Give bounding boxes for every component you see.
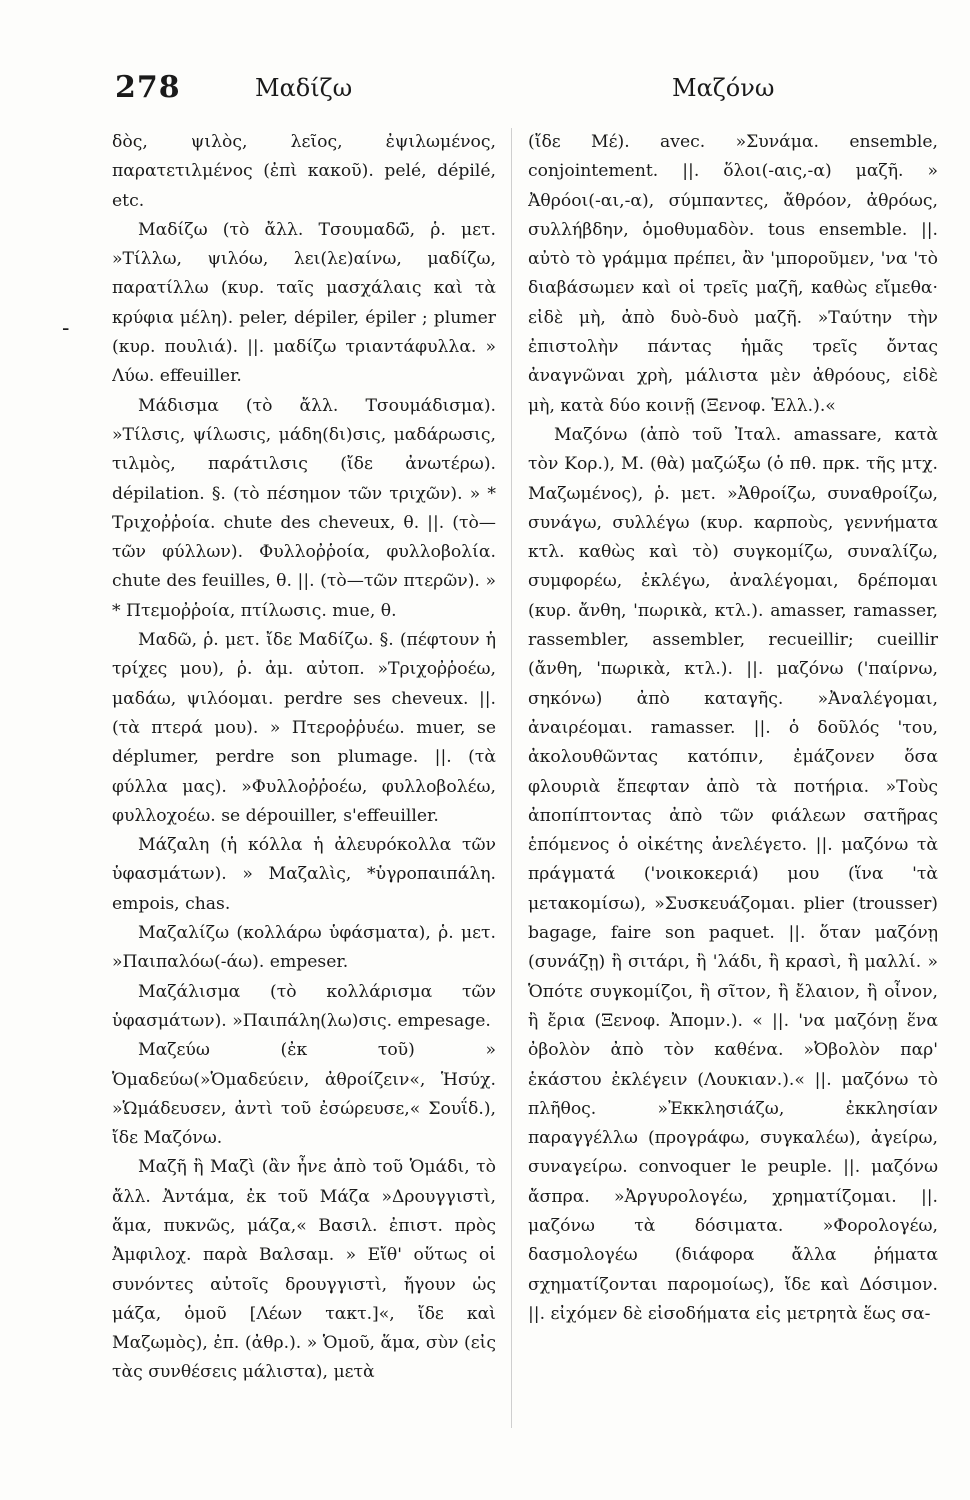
page-number: 278 xyxy=(115,70,181,105)
right-column xyxy=(528,128,938,1458)
page-header xyxy=(0,70,970,120)
dictionary-entry: Μαζῆ ἢ Μαζὶ (ἂν ἦνε ἀπὸ τοῦ Ὁμάδι, τὸ ἄλλ. Ἀντάμα, ἐκ τοῦ Μάζα »Δρουγγιστὶ, ἅμα, πυκνῶς, μάζα,« Βασιλ. ἐπιστ. πρὸς Ἀμφιλοχ. παρὰ Βαλσαμ. » Εἴθ' οὕτως οἱ συνόντες αὐτοῖς δρουγγιστὶ, ἤγουν ὡς μάζα, ὁμοῦ [Λέων τακτ.]«, ἴδε καὶ Μαζωμὸς), ἐπ. (ἀθρ.). » Ὁμοῦ, ἅμα, σὺν (εἰς τὰς συνθέσεις μάλιστα), μετὰ xyxy=(112,1157,496,1383)
dictionary-entry: Μαζόνω (ἀπὸ τοῦ Ἰταλ. amassare, κατὰ τὸν Κορ.), Μ. (θὰ) μαζώξω (ὁ πθ. πρκ. τῆς μτχ. Μαζωμένος), ῥ. μετ. »Ἀθροίζω, συναθροίζω, συνάγω, συλλέγω (κυρ. καρποὺς, γεννήματα κτλ. καθὼς καὶ τὸ) συγκομίζω, συναλίζω, συμφορέω, ἐκλέγω, ἀναλέγομαι, δρέπομαι (κυρ. ἄνθη, 'πωρικὰ, κτλ.). amasser, ramasser, rassembler, assembler, recueillir; cueillir (ἄνθη, 'πωρικὰ, κτλ.). ||. μαζόνω ('παίρνω, σηκόνω) ἀπὸ καταγῆς. »Ἀναλέγομαι, ἀναιρέομαι. ramasser. ||. ὁ δοῦλός 'του, ἀκολουθῶντας κατόπιν, ἐμάζονεν ὅσα φλουριὰ ἔπεφταν ἀπὸ τὰ ποτήρια. »Τοὺς ἀποπίπτοντας ἀπὸ τῶν φιάλεων σατῆρας ἑπόμενος ὁ οἰκέτης ἀνελέγετο. ||. μαζόνω τὰ πράγματά ('νοικοκεριά) μου (ἵνα 'τὰ μετακομίσω), »Συσκευάζομαι. plier (trousser) bagage, faire son paquet. ||. ὅταν μαζόνῃ (συνάζῃ) ἢ σιτάρι, ἢ 'λάδι, ἢ κρασὶ, ἢ μαλλί. » Ὁπότε συγκομίζοι, ἢ σῖτον, ἢ ἔλαιον, ἢ οἶνον, ἢ ἔρια (Ξενοφ. Ἀπομν.). « ||. 'να μαζόνῃ ἕνα ὀβολὸν ἀπὸ τὸν καθένα. »Ὀβολὸν παρ' ἑκάστου ἐκλέγειν (Λουκιαν.).« ||. μαζόνω τὸ πλῆθος. »Ἐκκλησιάζω, ἐκκλησίαν παραγγέλλω (προγράφω, συγκαλέω), ἀγείρω, συναγείρω. convoquer le peuple. ||. μαζόνω ἄσπρα. »Ἀργυρολογέω, χρηματίζομαι. ||. μαζόνω τὰ δόσιματα. »Φορολογέω, δασμολογέω (διάφορα ἄλλα ῥήματα σχηματίζονται παρομοίως), ἴδε καὶ Δόσιμον. ||. εἰχόμεν δὲ εἰσοδήματα εἰς μετρητὰ ἕως σα- xyxy=(528,424,938,1324)
dictionary-entry: Μαζεύω (ἐκ τοῦ) » Ὁμαδεύω(»Ὁμαδεύειν, ἀθροίζειν«, Ἡσύχ. »Ὡμάδευσεν, ἀντὶ τοῦ ἐσώρευσε,« Σουΐδ.), ἴδε Μαζόνω. xyxy=(112,1040,496,1149)
entry-continuation: (ἴδε Μέ). avec. »Συνάμα. ensemble, conjointement. ||. ὅλοι(-αις,-α) μαζῆ. » Ἀθρόοι(-αι,-α), σύμπαντες, ἄθρόον, ἀθρόως, συλλήβδην, ὁμοθυμαδὸν. tous ensemble. ||. αὐτὸ τὸ γράμμα πρέπει, ἂν 'μποροῦμεν, 'να 'τὸ διαβάσωμεν καὶ οἱ τρεῖς μαζῆ, καθὼς εἴμεθα· εἰδὲ μὴ, ἀπὸ δυὸ-δυὸ μαζῆ. »Ταύτην τὴν ἐπιστολὴν πάντας ἡμᾶς τρεῖς ὄντας ἀναγνῶναι χρὴ, μάλιστα μὲν ἀθρόους, εἰδὲ μὴ, κατὰ δύο κοινῇ (Ξενοφ. Ἑλλ.).« xyxy=(528,132,938,416)
dictionary-entry: Μάζαλη (ἡ κόλλα ἡ ἀλευρόκολλα τῶν ὑφασμάτων). » Μαζαλὶς, *ὑγροπαιπάλη. empois, chas. xyxy=(112,835,496,914)
dictionary-entry: Μαζάλισμα (τὸ κολλάρισμα τῶν ὑφασμάτων). »Παιπάλη(λω)σις. empesage. xyxy=(112,981,496,1031)
entry-continuation: δὸς, ψιλὸς, λεῖος, ἐψιλωμένος, παρατετιλμένος (ἐπὶ κακοῦ). pelé, dépilé, etc. xyxy=(112,132,496,211)
margin-mark: - xyxy=(62,316,70,341)
running-head-right: Μαζόνω xyxy=(672,74,775,102)
running-head-left: Μαδίζω xyxy=(255,74,353,102)
dictionary-entry: Μάδισμα (τὸ ἄλλ. Τσουμάδισμα). »Τίλσις, ψίλωσις, μάδη(δι)σις, μαδάρωσις, τιλμὸς, παράτιλσις (ἴδε ἀνωτέρω). dépilation. §. (τὸ πέσημον τῶν τριχῶν). » * Τριχοῤῥοία. chute des cheveux, θ. ||. (τὸ—τῶν φύλλων). Φυλλοῤῥοία, φυλλοβολία. chute des feuilles, θ. ||. (τὸ—τῶν πτερῶν). » * Πτεμοῤῥοία, πτίλωσις. mue, θ. xyxy=(112,395,496,621)
left-column xyxy=(112,128,496,1458)
dictionary-entry: Μαδῶ, ῥ. μετ. ἴδε Μαδίζω. §. (πέφτουν ἡ τρίχες μου), ῥ. ἀμ. αὐτοπ. »Τριχοῤῥοέω, μαδάω, ψιλόομαι. perdre ses cheveux. ||. (τὰ πτερά μου). » Πτεροῤῥυέω. muer, se déplumer, perdre son plumage. ||. (τὰ φύλλα μας). »Φυλλοῤῥοέω, φυλλοβολέω, φυλλοχοέω. se dépouiller, s'effeuiller. xyxy=(112,630,496,826)
dictionary-entry: Μαδίζω (τὸ ἄλλ. Τσουμαδῶ̈, ῥ. μετ. »Τίλλω, ψιλόω, λει(λε)αίνω, μαδίζω, παρατίλλω (κυρ. ταῖς μασχάλαις καὶ τὰ κρύφια μέλη). peler, dépiler, épiler ; plumer (κυρ. πουλιά). ||. μαδίζω τριαντάφυλλα. » Λύω. effeuiller. xyxy=(112,219,496,387)
dictionary-entry: Μαζαλίζω (κολλάρω ὑφάσματα), ῥ. μετ. »Παιπαλόω(-άω). empeser. xyxy=(112,923,496,973)
column-divider xyxy=(511,128,512,1428)
